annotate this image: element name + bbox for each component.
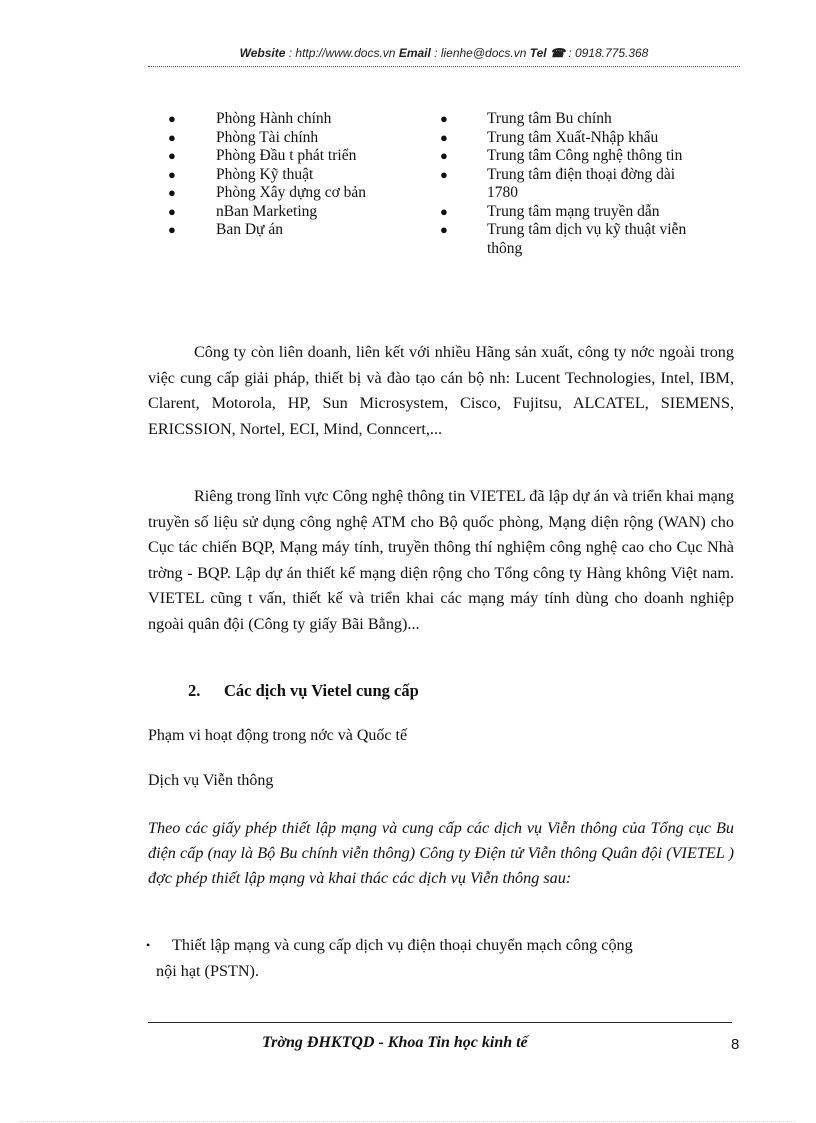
list-item-label: nBan Marketing bbox=[216, 202, 318, 220]
list-item bbox=[440, 129, 740, 148]
list-item-label: Phòng Xây dựng cơ bản bbox=[216, 184, 367, 201]
list-item bbox=[168, 203, 418, 222]
departments-left-column bbox=[168, 110, 418, 240]
footer-text: Trờng ĐHKTQD - Khoa Tin học kinh tế bbox=[262, 1034, 528, 1051]
service-item-line1: Thiết lập mạng và cung cấp dịch vụ điện thoại chuyển mạch công cộng bbox=[172, 936, 633, 954]
page-number: 8 bbox=[731, 1036, 740, 1053]
bullet-icon: ● bbox=[440, 203, 448, 219]
bullet-icon: ● bbox=[440, 111, 448, 126]
list-item-label: Trung tâm Công nghệ thông tin bbox=[487, 147, 683, 164]
list-item bbox=[440, 221, 740, 258]
bullet-icon: ● bbox=[168, 203, 176, 219]
website-label: Website bbox=[239, 46, 286, 60]
email-value: : lienhe@docs.vn bbox=[430, 46, 530, 60]
service-item-line2: nội hạt (PSTN). bbox=[156, 961, 259, 980]
tel-label: Tel bbox=[529, 46, 547, 60]
list-item-label: Phòng Kỹ thuật bbox=[216, 165, 314, 183]
list-item-label: Phòng Hành chính bbox=[216, 110, 332, 127]
list-item bbox=[168, 221, 418, 240]
scope-line: Phạm vi hoạt động trong nớc và Quốc tế bbox=[148, 727, 408, 744]
paragraph-text: Riêng trong lĩnh vực Công nghệ thông tin VIETEL đã lập dự án và triển khai mạng truyền số liệu sử dụng công nghệ ATM cho Bộ quốc phòng, Mạng diện rộng (WAN) cho Cục tác chiến BQP, Mạng máy tính, truyền thông thí nghiệm công nghệ cao cho Cục Nhà trờng - BQP. Lập dự án thiết kế mạng diện rộng cho Tổng công ty Hàng không Việt nam. VIETEL cũng t vấn, thiết kế và triển khai các mạng máy tính dùng cho doanh nghiệp ngoài quân đội (Công ty giấy Bãi Bằng)... bbox=[148, 487, 734, 633]
list-item-continuation: 1780 bbox=[487, 184, 518, 201]
email-label: Email bbox=[398, 46, 431, 60]
bullet-icon: ● bbox=[168, 166, 176, 182]
bullet-icon: ● bbox=[168, 185, 176, 200]
list-item-label: Phòng Tài chính bbox=[216, 128, 319, 146]
phone-icon: ☎ bbox=[549, 46, 565, 60]
bullet-icon: • bbox=[146, 938, 151, 952]
list-item bbox=[440, 110, 740, 129]
list-item-label: Phòng Đầu t phát triển bbox=[216, 147, 357, 164]
paragraph-text: Công ty còn liên doanh, liên kết với nhiều Hãng sản xuất, công ty nớc ngoài trong việc cung cấp giải pháp, thiết bị và đào tạo cán bộ nh: Lucent Technologies, Intel, IBM, Clarent, Motorola, HP, Sun Microsystem, Cisco, Fujitsu, ALCATEL, SIEMENS, ERICSSION, Nortel, ECI, Mind, Conncert,... bbox=[148, 343, 734, 438]
partners-paragraph bbox=[148, 340, 734, 442]
departments-right-column bbox=[440, 110, 740, 258]
website-value: : http://www.docs.vn bbox=[285, 46, 399, 60]
footer-divider bbox=[148, 1022, 732, 1023]
service-list-item bbox=[146, 933, 734, 984]
bullet-icon: ● bbox=[440, 222, 448, 237]
list-item bbox=[440, 203, 740, 222]
page-header bbox=[148, 46, 740, 60]
telecom-line: Dịch vụ Viễn thông bbox=[148, 772, 274, 789]
list-item-label: Trung tâm Bu chính bbox=[487, 110, 612, 127]
list-item bbox=[168, 129, 418, 148]
bullet-icon: ● bbox=[168, 148, 176, 163]
bullet-icon: ● bbox=[440, 129, 448, 145]
bullet-icon: ● bbox=[168, 111, 176, 126]
header-divider bbox=[148, 66, 740, 67]
list-item bbox=[440, 147, 740, 166]
page-bottom-border bbox=[20, 1121, 796, 1122]
bullet-icon: ● bbox=[168, 222, 176, 237]
bullet-icon: ● bbox=[168, 129, 176, 145]
list-item bbox=[168, 147, 418, 166]
it-projects-paragraph bbox=[148, 484, 734, 638]
tel-value: : 0918.775.368 bbox=[564, 46, 649, 60]
list-item bbox=[168, 110, 418, 129]
list-item-label: Trung tâm Xuất-Nhập khẩu bbox=[487, 128, 659, 146]
list-item-label: Ban Dự án bbox=[216, 221, 283, 238]
list-item-label: Trung tâm mạng truyền dẫn bbox=[487, 202, 660, 220]
bullet-icon: ● bbox=[440, 166, 448, 182]
section-number: 2. bbox=[188, 681, 201, 700]
list-item bbox=[168, 184, 418, 203]
section-heading bbox=[188, 681, 419, 701]
list-item bbox=[168, 166, 418, 185]
list-item-label: Trung tâm dịch vụ kỹ thuật viễn bbox=[487, 221, 687, 238]
section-title: Các dịch vụ Vietel cung cấp bbox=[224, 681, 419, 700]
license-paragraph: Theo các giấy phép thiết lập mạng và cung cấp các dịch vụ Viễn thông của Tổng cục Bu điện cấp (nay là Bộ Bu chính viễn thông) Công ty Điện tử Viễn thông Quân đội (VIETEL ) đợc phép thiết lập mạng và khai thác các dịch vụ Viễn thông sau: bbox=[148, 819, 734, 888]
list-item-continuation: thông bbox=[487, 239, 523, 257]
list-item-label: Trung tâm điện thoại đờng dài bbox=[487, 165, 676, 183]
list-item bbox=[440, 166, 740, 203]
bullet-icon: ● bbox=[440, 148, 448, 163]
